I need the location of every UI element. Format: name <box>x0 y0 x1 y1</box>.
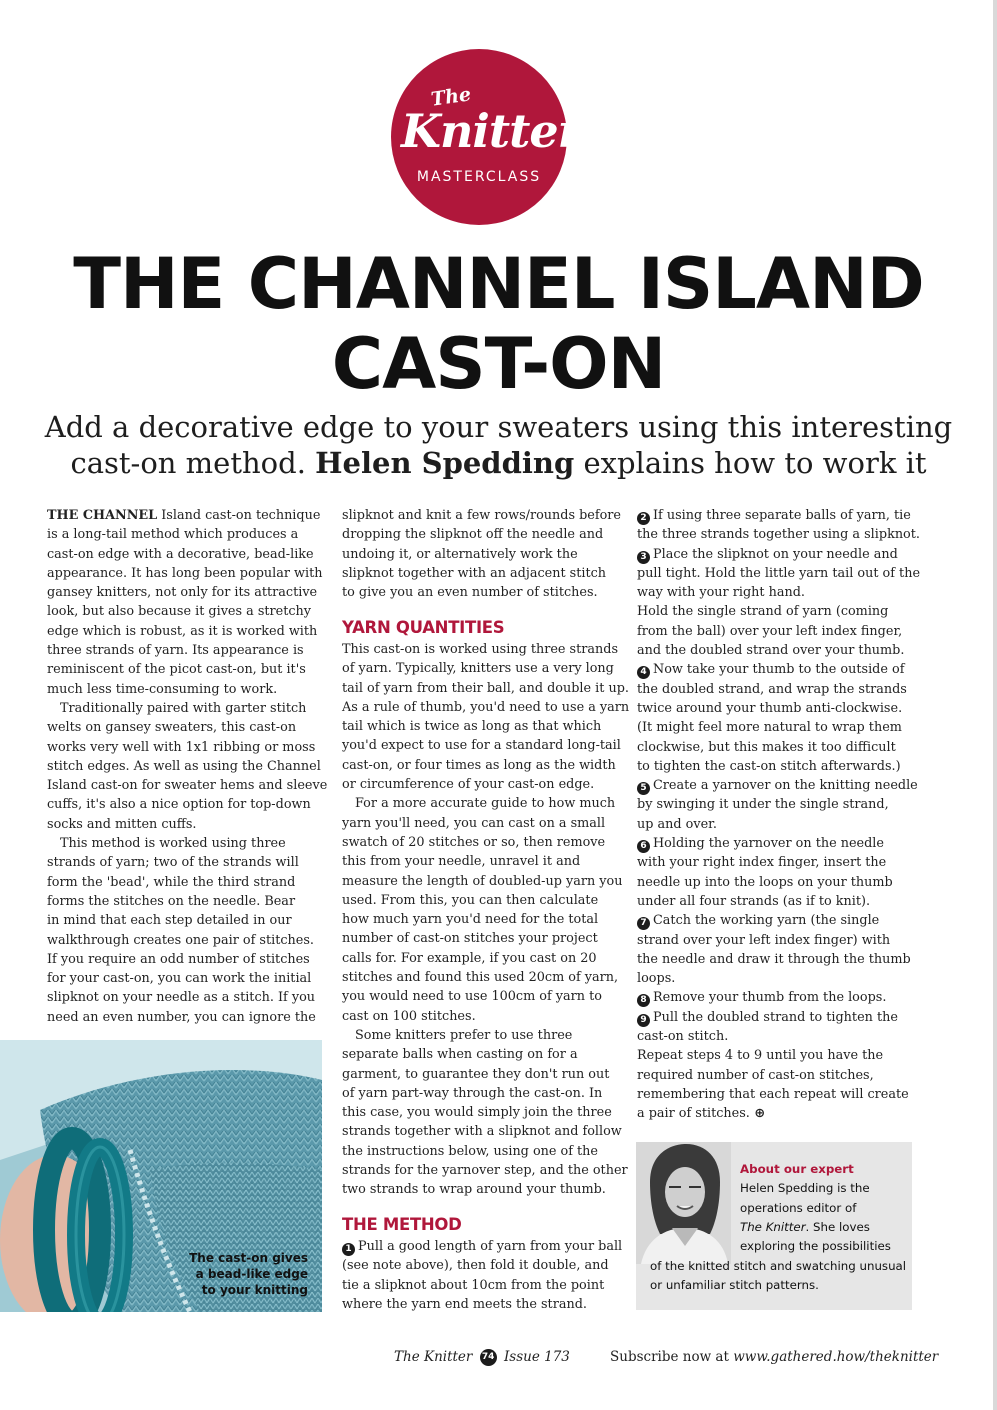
expert-heading: About our expert <box>740 1162 854 1176</box>
footer-magazine <box>394 1349 570 1366</box>
text-line: cast-on edge with a decorative, bead-like <box>47 546 314 562</box>
step-9 <box>637 1008 915 1047</box>
text-line: cuffs, it's also a nice option for top-down <box>47 797 311 813</box>
text-line: tie a slipknot about 10cm from the point <box>342 1277 605 1293</box>
text-line: needle up into the loops on your thumb <box>637 874 893 890</box>
text-line: for your cast-on, you can work the initial <box>47 971 312 987</box>
text-line: 5 Create a yarnover on the knitting needle <box>637 776 915 795</box>
text-line: forms the stitches on the needle. Bear <box>47 893 296 909</box>
knitted-cuff-photo <box>0 1040 322 1312</box>
text-line: way with your right hand. <box>637 585 805 601</box>
text-line: tail of yarn from their ball, and double it up. <box>342 680 629 696</box>
text-line: two strands to wrap around your thumb. <box>342 1182 606 1198</box>
paragraph-three-balls <box>342 1026 628 1200</box>
text-line: undoing it, or alternatively work the <box>342 546 578 562</box>
step-6 <box>637 834 915 911</box>
standfirst-line-1: Add a decorative edge to your sweaters using this interesting <box>44 410 953 444</box>
text-line: dropping the slipknot off the needle and <box>342 527 604 543</box>
page-edge <box>993 0 997 1410</box>
text-line: slipknot on your needle as a stitch. If you <box>47 990 316 1006</box>
step-4 <box>637 660 915 776</box>
step-number-badge: 2 <box>637 512 650 525</box>
column-2 <box>342 506 622 602</box>
step-1 <box>342 1237 622 1314</box>
heading-yarn-quantities: YARN QUANTITIES <box>342 618 505 637</box>
footer-issue: Issue 173 <box>503 1349 570 1365</box>
paragraph-yarn <box>342 640 630 794</box>
text-line: how much yarn you'd need for the total <box>342 912 599 928</box>
text-line: loops. <box>637 971 676 987</box>
text-line: Repeat steps 4 to 9 until you have the <box>637 1048 884 1064</box>
expert-line: The Knitter. She loves <box>740 1219 870 1234</box>
text-line: stitches and found this used 20cm of yarn, <box>342 970 619 986</box>
text-line: 8 Remove your thumb from the loops. <box>637 988 915 1007</box>
intro-first-line: THE CHANNEL Island cast-on technique <box>47 508 321 523</box>
expert-line: of the knitted stitch and swatching unusual <box>650 1259 907 1273</box>
text-line: this from your needle, unravel it and <box>342 854 581 870</box>
text-line: Some knitters prefer to use three <box>355 1027 573 1043</box>
text-line: twice around your thumb anti-clockwise. <box>637 700 903 716</box>
photo-caption <box>189 1250 308 1298</box>
page-number: 74 <box>480 1349 497 1366</box>
text-line: the doubled strand, and wrap the strands <box>637 681 907 697</box>
text-line: is a long-tail method which produces a <box>47 527 299 543</box>
text-line: slipknot and knit a few rows/rounds before <box>342 508 621 523</box>
text-line: 4 Now take your thumb to the outside of <box>637 660 915 679</box>
step-number-badge: 4 <box>637 666 650 679</box>
page-title <box>0 244 997 404</box>
step-number-badge: 7 <box>637 917 650 930</box>
text-line: socks and mitten cuffs. <box>47 816 197 832</box>
step-number-badge: 9 <box>637 1014 650 1027</box>
expert-portrait-image <box>636 1142 731 1264</box>
text-line: strands together with a slipknot and follow <box>342 1124 622 1140</box>
repeat-instructions <box>637 1046 915 1123</box>
intro-paragraph <box>47 525 323 699</box>
standfirst-line-2: cast-on method. Helen Spedding explains how to work it <box>70 446 927 480</box>
paragraph-slipknot <box>342 506 622 602</box>
method-step-1 <box>342 1237 622 1314</box>
expert-bio-top <box>740 1160 891 1256</box>
about-expert-box <box>636 1142 912 1310</box>
text-line: As a rule of thumb, you'd need to use a yarn <box>342 699 630 715</box>
text-line: Traditionally paired with garter stitch <box>60 700 307 716</box>
text-line: For a more accurate guide to how much <box>355 796 616 812</box>
step-8 <box>637 988 915 1007</box>
heading-the-method: THE METHOD <box>342 1215 462 1234</box>
paragraph-garter <box>47 699 328 834</box>
standfirst <box>30 409 967 481</box>
lead-in: THE CHANNEL <box>47 508 158 523</box>
text-line: up and over. <box>637 816 717 832</box>
step-number-badge: 3 <box>637 551 650 564</box>
text-line: you'd expect to use for a standard long-tail <box>342 738 621 754</box>
text-line: of yarn. Typically, knitters use a very long <box>342 661 614 677</box>
text-line: slipknot together with an adjacent stitch <box>342 565 607 581</box>
caption-line: a bead-like edge <box>195 1267 308 1281</box>
text-line: yarn you'll need, you can cast on a small <box>342 815 606 831</box>
text-line: much less time-consuming to work. <box>47 681 278 697</box>
text-line: from the ball) over your left index finger, <box>637 623 903 639</box>
text-line: calls for. For example, if you cast on 20 <box>342 950 597 966</box>
yarn-quantities-text <box>342 640 630 1200</box>
expert-line: operations editor of <box>740 1200 857 1215</box>
text-line: strands of yarn; two of the strands will <box>47 855 299 871</box>
footer-subscribe <box>610 1349 938 1365</box>
column-3 <box>637 506 921 1124</box>
logo-brand: Knitter <box>401 104 581 158</box>
author-name: Helen Spedding <box>315 446 575 480</box>
step-5 <box>637 776 918 834</box>
subscribe-text: Subscribe now at <box>610 1349 734 1365</box>
end-mark-icon: ⊕ <box>749 1106 766 1122</box>
text-line: 1 Pull a good length of yarn from your ball <box>342 1237 622 1256</box>
text-line: tail which is twice as long as that which <box>342 719 602 735</box>
text-line: 7 Catch the working yarn (the single <box>637 911 915 930</box>
text-line: stitch edges. As well as using the Channel <box>47 758 321 774</box>
step-number-badge: 8 <box>637 994 650 1007</box>
text-line: appearance. It has long been popular with <box>47 565 323 581</box>
text-line: reminiscent of the picot cast-on, but it's <box>47 662 306 678</box>
footer-magazine-name: The Knitter <box>394 1349 473 1365</box>
expert-line: Helen Spedding is the <box>740 1181 870 1196</box>
text-line: remembering that each repeat will create <box>637 1086 909 1102</box>
text-line: in mind that each step detailed in our <box>47 913 292 929</box>
text-line: swatch of 20 stitches or so, then remove <box>342 834 606 850</box>
text-line: number of cast-on stitches your project <box>342 931 598 947</box>
text-line: or circumference of your cast-on edge. <box>342 777 595 793</box>
text-line: garment, to guarantee they don't run out <box>342 1066 610 1082</box>
text-line: strand over your left index finger) with <box>637 932 891 948</box>
the-knitter-masterclass-logo <box>391 49 581 225</box>
text-line: the instructions below, using one of the <box>342 1143 598 1159</box>
logo-the: The <box>429 83 473 111</box>
text-line: the three strands together using a slipknot. <box>637 527 920 543</box>
text-line: (see note above), then fold it double, and <box>342 1258 609 1274</box>
text-line: of yarn part-way through the cast-on. In <box>342 1085 603 1101</box>
text-line: where the yarn end meets the strand. <box>342 1296 587 1312</box>
text-line: you would need to use 100cm of yarn to <box>342 989 602 1005</box>
text-line: 6 Holding the yarnover on the needle <box>637 834 915 853</box>
expert-line: or unfamiliar stitch patterns. <box>650 1278 819 1293</box>
title-line-1: THE CHANNEL ISLAND <box>73 243 924 325</box>
text-line: this case, you would simply join the three <box>342 1105 612 1121</box>
logo-masterclass: MASTERCLASS <box>416 169 542 185</box>
step-3 <box>637 545 921 661</box>
text-line: three strands of yarn. Its appearance is <box>47 643 304 659</box>
caption-line: The cast-on gives <box>189 1251 308 1265</box>
step-number-badge: 1 <box>342 1243 355 1256</box>
text-line: Hold the single strand of yarn (coming <box>637 604 889 620</box>
text-line: 2 If using three separate balls of yarn, tie <box>637 506 915 525</box>
text-line: works very well with 1x1 ribbing or moss <box>47 739 316 755</box>
text-line: used. From this, you can then calculate <box>342 892 599 908</box>
text-line: to give you an even number of stitches. <box>342 585 598 601</box>
paragraph-method-strands <box>47 834 319 1027</box>
expert-portrait <box>636 1142 731 1264</box>
text-line: the needle and draw it through the thumb <box>637 951 911 967</box>
text-line: to tighten the cast-on stitch afterwards.) <box>637 758 901 774</box>
text-line: and the doubled strand over your thumb. <box>637 643 905 659</box>
text-line: 3 Place the slipknot on your needle and <box>637 545 915 564</box>
text-line: This method is worked using three <box>60 836 286 852</box>
subscribe-url[interactable]: www.gathered.how/theknitter <box>733 1349 939 1365</box>
expert-line: exploring the possibilities <box>740 1239 891 1254</box>
step-2 <box>637 506 920 545</box>
text-line: clockwise, but this makes it too difficult <box>637 739 896 755</box>
text-line: required number of cast-on stitches, <box>637 1067 874 1083</box>
column-1 <box>47 506 328 1027</box>
text-line: measure the length of doubled-up yarn you <box>342 873 623 889</box>
magazine-name: The Knitter <box>740 1219 806 1234</box>
text-line: a pair of stitches. ⊕ <box>637 1106 766 1122</box>
step-number-badge: 5 <box>637 782 650 795</box>
text-line: strands for the yarnover step, and the other <box>342 1163 628 1179</box>
text-line: cast on 100 stitches. <box>342 1008 476 1024</box>
text-line: (It might feel more natural to wrap them <box>637 720 902 736</box>
text-line: cast-on, or four times as long as the width <box>342 757 616 773</box>
text-line: cast-on stitch. <box>637 1029 729 1045</box>
text-line: gansey knitters, not only for its attractive <box>47 585 318 601</box>
text-line: pull tight. Hold the little yarn tail out of the <box>637 565 921 581</box>
text-line: with your right index finger, insert the <box>637 855 887 871</box>
text-line: Island cast-on for sweater hems and sleeve <box>47 778 328 794</box>
text-line: This cast-on is worked using three strands <box>342 642 619 657</box>
step-7 <box>637 911 915 988</box>
text-line: form the 'bead', while the third strand <box>47 874 296 890</box>
expert-bio-bottom <box>650 1257 906 1296</box>
text-line: welts on gansey sweaters, this cast-on <box>47 720 297 736</box>
text-line: look, but also because it gives a stretchy <box>47 604 312 620</box>
text-line: edge which is robust, as it is worked with <box>47 623 318 639</box>
text-line: by swinging it under the single strand, <box>637 797 889 813</box>
paragraph-accurate <box>342 794 622 1026</box>
step-number-badge: 6 <box>637 840 650 853</box>
title-line-2: CAST-ON <box>331 323 666 405</box>
text-line: walkthrough creates one pair of stitches. <box>47 932 314 948</box>
caption-line: to your knitting <box>201 1283 308 1297</box>
text-line: separate balls when casting on for a <box>342 1047 578 1063</box>
text-line: need an even number, you can ignore the <box>47 1009 316 1025</box>
text-line: If you require an odd number of stitches <box>47 951 310 967</box>
text-line: 9 Pull the doubled strand to tighten the <box>637 1008 915 1027</box>
text-line: under all four strands (as if to knit). <box>637 893 871 909</box>
